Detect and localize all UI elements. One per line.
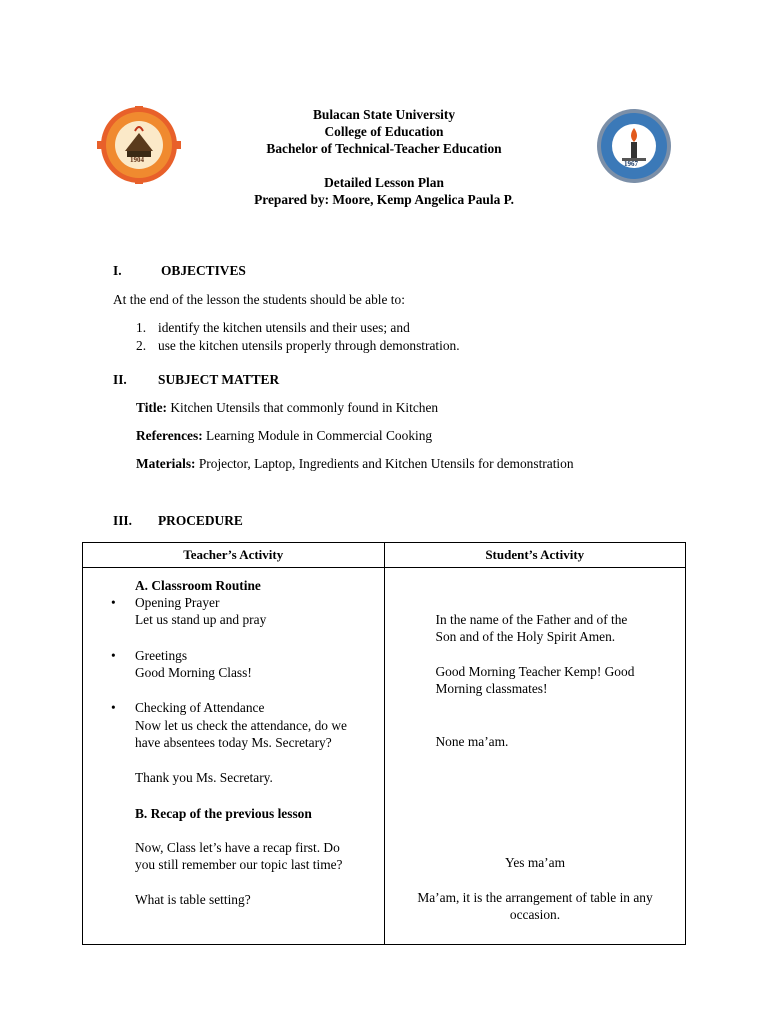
procedure-table (82, 542, 686, 945)
subject-title-label: Title: (136, 400, 167, 415)
objectives-intro: At the end of the lesson the students should be able to: (113, 292, 405, 307)
document-header (0, 106, 768, 208)
teacher-line: Let us stand up and pray (135, 612, 267, 627)
teacher-line: you still remember our topic last time? (135, 857, 343, 872)
procedure-heading (113, 513, 243, 529)
teacher-line: Thank you Ms. Secretary. (135, 770, 273, 785)
objective-item-2-text: use the kitchen utensils properly through demonstration. (158, 338, 460, 353)
program-name: Bachelor of Technical-Teacher Education (266, 141, 502, 156)
student-line: Morning classmates! (435, 681, 548, 696)
objectives-number: I. (113, 263, 122, 278)
recap-heading: B. Recap of the previous lesson (135, 806, 312, 821)
bullet-icon: • (111, 700, 116, 715)
student-line: Good Morning Teacher Kemp! Good (435, 664, 635, 679)
prepared-by: Prepared by: Moore, Kemp Angelica Paula P. (254, 192, 514, 207)
document-title: Detailed Lesson Plan (324, 175, 444, 190)
objective-item-1 (136, 320, 410, 336)
bullet-icon: • (111, 648, 116, 663)
teacher-line: Good Morning Class! (135, 665, 252, 680)
student-line: In the name of the Father and of the (435, 612, 628, 627)
teacher-activity-cell (83, 568, 385, 945)
bullet-icon: • (111, 595, 116, 610)
student-line: Ma’am, it is the arrangement of table in any (417, 890, 653, 905)
teacher-activity-header: Teacher’s Activity (83, 543, 385, 568)
procedure-title: PROCEDURE (158, 513, 243, 528)
objective-item-2 (136, 338, 460, 354)
procedure-table-row (83, 568, 686, 945)
subject-materials-value: Projector, Laptop, Ingredients and Kitchen Utensils for demonstration (195, 456, 574, 471)
college-name: College of Education (324, 124, 444, 139)
greetings-label: Greetings (135, 648, 188, 663)
student-line: Yes ma’am (504, 855, 565, 870)
objectives-title: OBJECTIVES (161, 263, 246, 278)
subject-matter-number: II. (113, 372, 127, 387)
student-activity-cell (384, 568, 686, 945)
teacher-line: Now let us check the attendance, do we (135, 718, 347, 733)
objective-item-1-number: 1. (136, 320, 147, 335)
classroom-routine-heading: A. Classroom Routine (135, 578, 261, 593)
teacher-line: Now, Class let’s have a recap first. Do (135, 840, 340, 855)
subject-materials-row (136, 456, 574, 472)
coe-logo-year: 1967 (624, 160, 638, 168)
subject-title-value: Kitchen Utensils that commonly found in Kitchen (167, 400, 439, 415)
opening-prayer-label: Opening Prayer (135, 595, 220, 610)
teacher-line: have absentees today Ms. Secretary? (135, 735, 332, 750)
university-name: Bulacan State University (312, 107, 456, 122)
subject-references-label: References: (136, 428, 203, 443)
subject-materials-label: Materials: (136, 456, 196, 471)
student-line: Son and of the Holy Spirit Amen. (435, 629, 616, 644)
student-activity-header: Student’s Activity (384, 543, 686, 568)
objective-item-2-number: 2. (136, 338, 147, 353)
student-line: None ma’am. (435, 734, 509, 749)
student-line: occasion. (509, 907, 561, 922)
procedure-number: III. (113, 513, 132, 528)
subject-matter-heading (113, 372, 280, 388)
objective-item-1-text: identify the kitchen utensils and their uses; and (158, 320, 410, 335)
procedure-table-header-row (83, 543, 686, 568)
attendance-label: Checking of Attendance (135, 700, 265, 715)
subject-title-row (136, 400, 438, 416)
teacher-line: What is table setting? (135, 892, 251, 907)
bulsu-logo-year: 1904 (130, 156, 144, 164)
subject-references-row (136, 428, 432, 444)
subject-matter-title: SUBJECT MATTER (158, 372, 280, 387)
objectives-heading (113, 263, 246, 279)
subject-references-value: Learning Module in Commercial Cooking (202, 428, 433, 443)
